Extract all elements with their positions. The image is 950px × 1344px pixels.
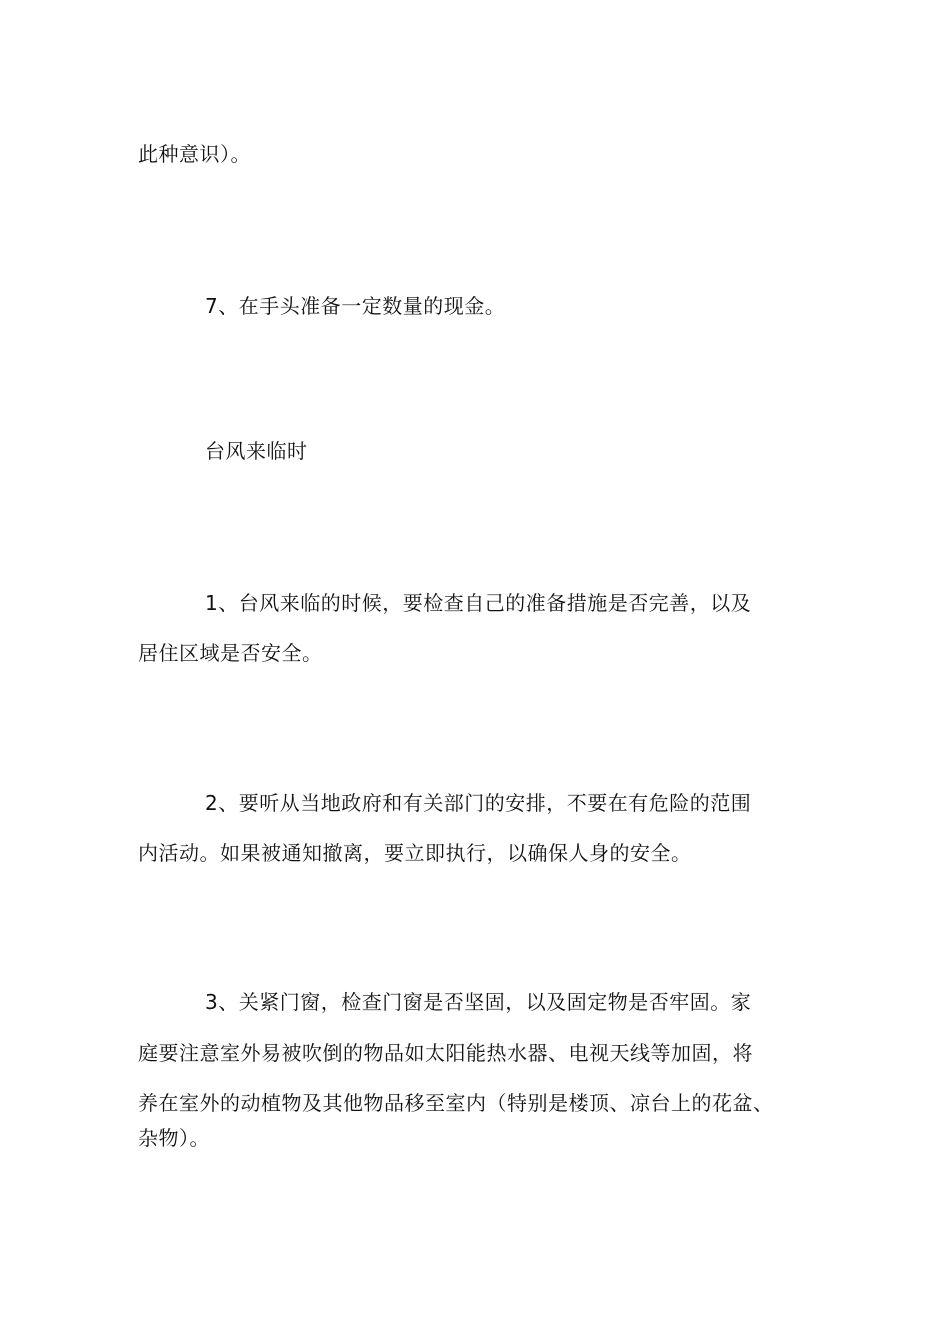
section-heading: 台风来临时 (205, 439, 308, 463)
list-item-2: 2、要听从当地政府和有关部门的安排，不要在有危险的范围 (205, 791, 752, 815)
paragraph-line: 居住区域是否安全。 (138, 641, 323, 665)
list-item-1: 1、台风来临的时候，要检查自己的准备措施是否完善，以及 (205, 591, 752, 615)
paragraph-line: 杂物）。 (138, 1126, 210, 1150)
paragraph-line: 养在室外的动植物及其他物品移至室内（特别是楼顶、凉台上的花盆、 (138, 1091, 774, 1115)
list-item-3: 3、关紧门窗，检查门窗是否坚固，以及固定物是否牢固。家 (205, 990, 752, 1014)
list-item-7: 7、在手头准备一定数量的现金。 (205, 294, 506, 318)
paragraph-line: 此种意识）。 (138, 142, 251, 166)
paragraph-line: 内活动。如果被通知撤离，要立即执行，以确保人身的安全。 (138, 841, 692, 865)
paragraph-line: 庭要注意室外易被吹倒的物品如太阳能热水器、电视天线等加固，将 (138, 1041, 753, 1065)
